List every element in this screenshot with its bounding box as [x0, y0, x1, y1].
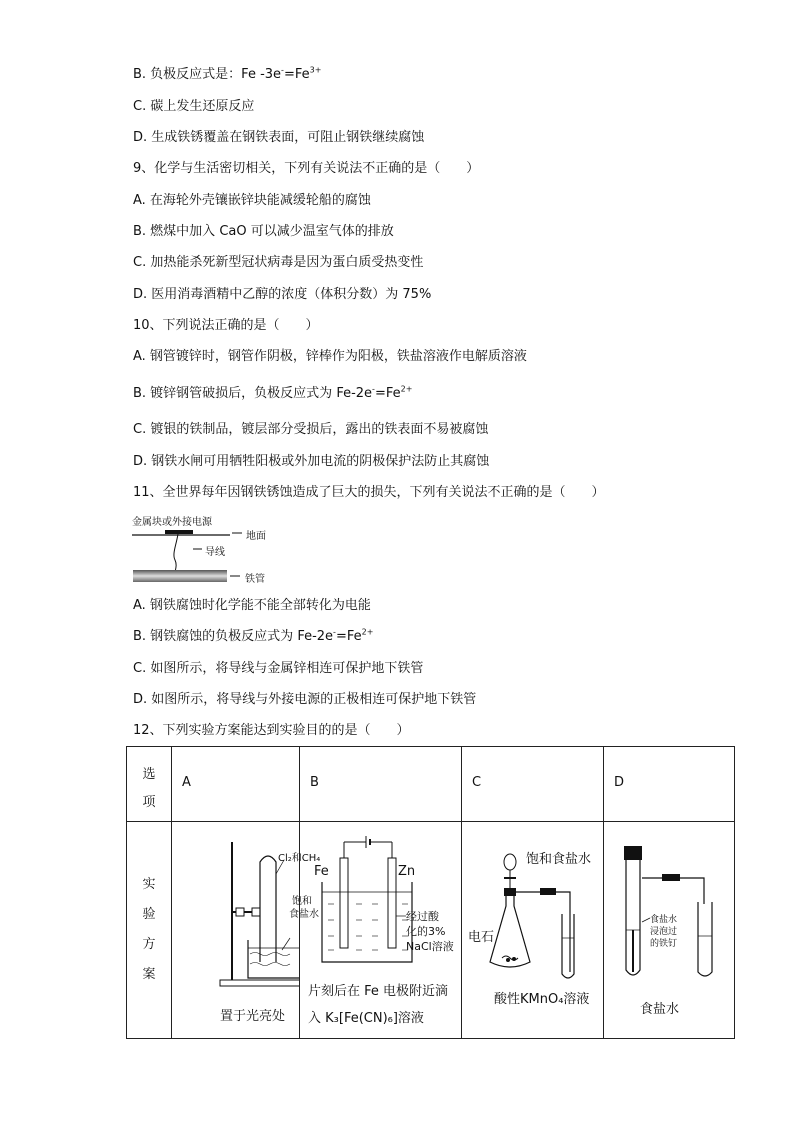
label-c-carbide: 电石 [468, 930, 495, 945]
fig-label-ground: 地面 [246, 531, 266, 542]
q11-option-b: B. 钢铁腐蚀的负极反应式为 $Fe-2e^-=Fe^{2+}$ [133, 627, 374, 644]
caption-a: 置于光亮处 [220, 1009, 286, 1024]
q8-option-c: C. 碳上发生还原反应 [133, 99, 255, 114]
q10-option-a: A. 钢管镀锌时，钢管作阴极，锌棒作为阳极，铁盐溶液作电解质溶液 [133, 349, 527, 364]
fig-label-metal-source: 金属块或外接电源 [132, 517, 212, 528]
q9-option-c: C. 加热能杀死新型冠状病毒是因为蛋白质受热变性 [133, 255, 424, 270]
scheme-b [300, 822, 462, 1039]
label-b-zn: Zn [398, 864, 416, 879]
header-d: D [604, 747, 735, 822]
header-b: B [300, 747, 462, 822]
header-c: C [462, 747, 604, 822]
label-a-solution: 饱和 [292, 896, 312, 907]
label-d-1: 食盐水 [650, 915, 678, 925]
label-d-brine: 食盐水 [640, 1002, 680, 1017]
q10-option-b: B. 镀锌钢管破损后，负极反应式为 $Fe-2e^-=Fe^{2+}$ [133, 384, 413, 401]
q11-figure [130, 510, 290, 590]
fig-label-wire: 导线 [205, 547, 225, 558]
label-a-solution2: 食盐水 [289, 909, 319, 920]
q10-stem: 10、下列说法正确的是（ ） [133, 318, 319, 333]
label-b-sol2: 化的3% [406, 925, 446, 938]
q9-option-a: A. 在海轮外壳镶嵌锌块能减缓轮船的腐蚀 [133, 193, 371, 208]
q9-stem: 9、化学与生活密切相关，下列有关说法不正确的是（ ） [133, 161, 480, 176]
q11-option-c: C. 如图所示，将导线与金属锌相连可保护地下铁管 [133, 661, 424, 676]
caption-b-line1: 片刻后在 Fe 电极附近滴 [308, 984, 449, 999]
q11-option-d: D. 如图所示，将导线与外接电源的正极相连可保护地下铁管 [133, 692, 477, 707]
label-d-2: 浸泡过 [650, 927, 678, 937]
label-c-brine: 饱和食盐水 [526, 852, 592, 867]
caption-b-line2: 入 K₃[Fe(CN)₆]溶液 [308, 1011, 424, 1026]
q9-option-d: D. 医用消毒酒精中乙醇的浓度（体积分数）为 75% [133, 287, 432, 302]
label-a-gas: Cl₂和CH₄ [278, 853, 321, 864]
scheme-a [172, 822, 321, 1039]
q11-option-a: A. 钢铁腐蚀时化学能不能全部转化为电能 [133, 598, 371, 613]
q8-option-d: D. 生成铁锈覆盖在钢铁表面，可阻止钢铁继续腐蚀 [133, 130, 425, 145]
q11-stem: 11、全世界每年因钢铁锈蚀造成了巨大的损失，下列有关说法不正确的是（ ） [133, 485, 605, 500]
q12-stem: 12、下列实验方案能达到实验目的的是（ ） [133, 723, 410, 738]
header-option-label: 选 项 [127, 747, 172, 822]
label-b-sol3: NaCl溶液 [406, 940, 454, 953]
label-b-fe: Fe [314, 864, 329, 879]
q9-option-b: B. 燃煤中加入 CaO 可以减少温室气体的排放 [133, 224, 394, 239]
row-label-scheme: 实 验 方 案 [127, 822, 172, 1039]
header-a: A [172, 747, 300, 822]
q10-option-c: C. 镀银的铁制品，镀层部分受损后，露出的铁表面不易被腐蚀 [133, 422, 489, 437]
fig-label-pipe: 铁管 [245, 574, 265, 585]
scheme-c [462, 822, 604, 1039]
scheme-d [604, 822, 735, 1039]
label-b-sol1: 经过酸 [406, 910, 439, 923]
label-c-kmno4: 酸性KMnO₄溶液 [494, 992, 590, 1007]
q12-options-table [126, 746, 735, 1039]
label-d-3: 的铁钉 [650, 939, 678, 949]
q10-option-d: D. 钢铁水闸可用牺牲阳极或外加电流的阴极保护法防止其腐蚀 [133, 454, 490, 469]
q8-option-b: B. 负极反应式是：Fe $-3e^-=Fe^{3+}$ [133, 65, 322, 82]
